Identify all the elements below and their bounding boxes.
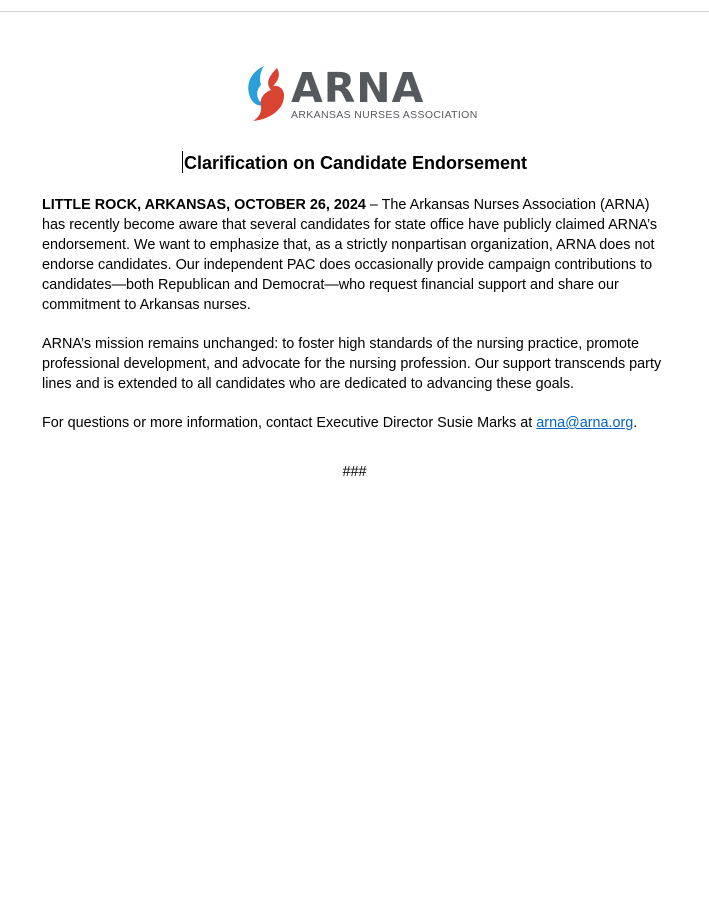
dateline: LITTLE ROCK, ARKANSAS, OCTOBER 26, 2024 [42,197,366,213]
email-link[interactable]: arna@arna.org [536,415,634,431]
document-title-line [0,151,709,175]
page-top-border [0,11,709,12]
logo-wordmark: ARNA [291,64,425,112]
paragraph-2[interactable]: ARNA’s mission remains unchanged: to foster high standards of the nursing practice, promote professional development, and advocate for the nursing profession. Our support transcends party lines and is extended to all candidates who are dedicated to advancing these goals. [42,336,662,392]
arna-logo [244,64,478,124]
arna-flame-icon [244,64,289,122]
paragraph-1[interactable] [42,195,667,315]
contact-end: . [633,415,638,431]
document-title[interactable]: Clarification on Candidate Endorsement [183,153,528,173]
paragraph-3[interactable] [42,413,667,433]
text-cursor [182,151,183,173]
end-mark: ### [342,464,367,480]
paragraph-1-text: – The Arkansas Nurses Association (ARNA) has recently become aware that several candidates for state office have publicly claimed ARNA’s endorsement. We want to emphasize that, as a strictly nonpartisan organization, ARNA does not endorse candidates. Our independent PAC does occasionally provide campaign contributions to candidates—both Republican and Democrat—who request financial support and share our commitment to Arkansas nurses. [42,197,658,313]
logo-subtitle: ARKANSAS NURSES ASSOCIATION [291,109,478,121]
contact-text: For questions or more information, contact Executive Director Susie Marks at [42,415,537,431]
